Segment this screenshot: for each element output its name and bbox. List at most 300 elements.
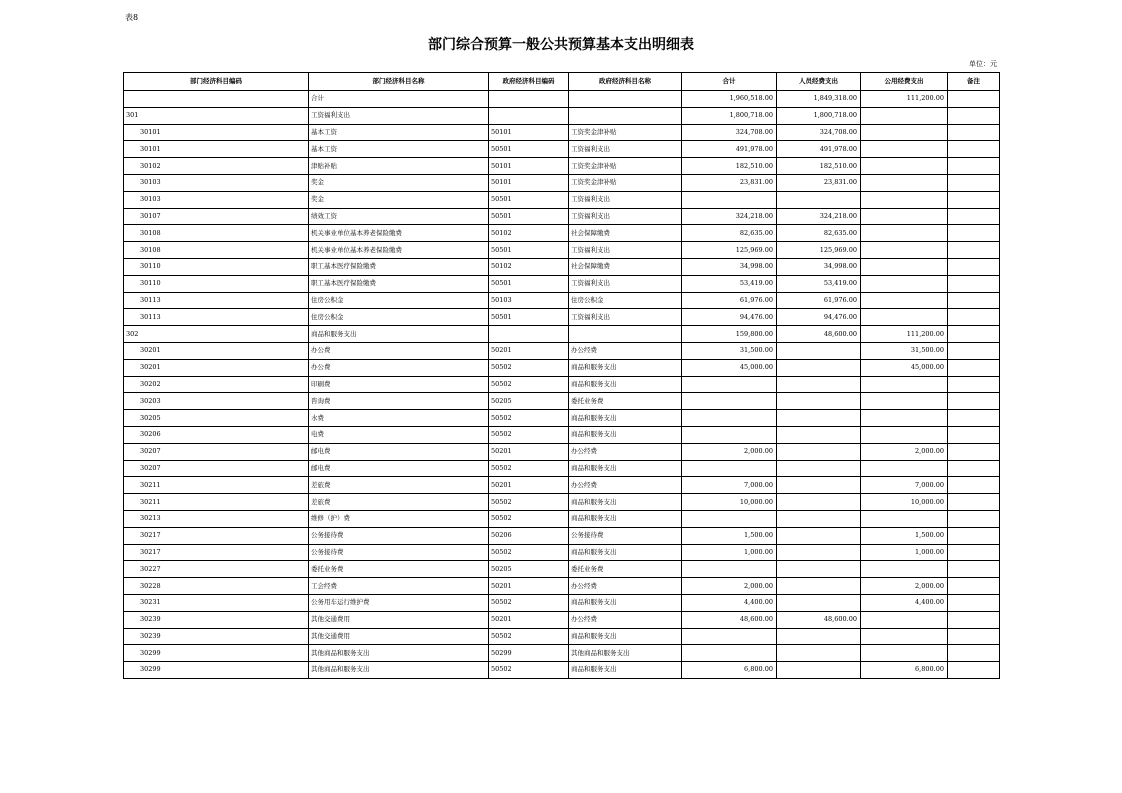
cell-gov-name: 办公经费 bbox=[569, 342, 682, 359]
table-row bbox=[124, 309, 1000, 326]
cell-public: 10,000.00 bbox=[861, 494, 948, 511]
table-row bbox=[124, 174, 1000, 191]
cell-gov-code: 50102 bbox=[489, 225, 569, 242]
table-row bbox=[124, 191, 1000, 208]
cell-public bbox=[861, 376, 948, 393]
cell-total: 53,419.00 bbox=[682, 275, 777, 292]
cell-public bbox=[861, 460, 948, 477]
cell-personnel: 1,800,718.00 bbox=[777, 107, 861, 124]
cell-dept-code: 30110 bbox=[124, 258, 309, 275]
table-row bbox=[124, 611, 1000, 628]
table-body bbox=[124, 91, 1000, 679]
cell-dept-code: 30205 bbox=[124, 410, 309, 427]
cell-total: 1,500.00 bbox=[682, 527, 777, 544]
cell-note bbox=[948, 460, 1000, 477]
cell-public: 111,200.00 bbox=[861, 326, 948, 343]
cell-total: 1,960,518.00 bbox=[682, 91, 777, 108]
cell-total: 2,000.00 bbox=[682, 578, 777, 595]
cell-gov-code: 50201 bbox=[489, 578, 569, 595]
table-row bbox=[124, 393, 1000, 410]
cell-public bbox=[861, 611, 948, 628]
table-row bbox=[124, 494, 1000, 511]
cell-public bbox=[861, 309, 948, 326]
cell-gov-code: 50201 bbox=[489, 611, 569, 628]
cell-total bbox=[682, 460, 777, 477]
cell-personnel bbox=[777, 460, 861, 477]
cell-dept-code: 30239 bbox=[124, 628, 309, 645]
cell-dept-name: 公务接待费 bbox=[309, 544, 489, 561]
cell-dept-name: 职工基本医疗保险缴费 bbox=[309, 258, 489, 275]
cell-dept-code: 30228 bbox=[124, 578, 309, 595]
cell-dept-code: 30217 bbox=[124, 527, 309, 544]
cell-public bbox=[861, 561, 948, 578]
cell-personnel bbox=[777, 561, 861, 578]
cell-dept-name: 电费 bbox=[309, 426, 489, 443]
cell-public: 45,000.00 bbox=[861, 359, 948, 376]
cell-dept-code: 30211 bbox=[124, 494, 309, 511]
cell-gov-code: 50101 bbox=[489, 158, 569, 175]
cell-gov-name: 公务接待费 bbox=[569, 527, 682, 544]
cell-gov-code: 50502 bbox=[489, 426, 569, 443]
table-row bbox=[124, 662, 1000, 679]
cell-public: 1,500.00 bbox=[861, 527, 948, 544]
cell-note bbox=[948, 91, 1000, 108]
cell-total bbox=[682, 645, 777, 662]
cell-note bbox=[948, 359, 1000, 376]
cell-gov-name: 其他商品和服务支出 bbox=[569, 645, 682, 662]
cell-total: 7,000.00 bbox=[682, 477, 777, 494]
cell-gov-name: 办公经费 bbox=[569, 611, 682, 628]
cell-dept-name: 水费 bbox=[309, 410, 489, 427]
cell-gov-name: 办公经费 bbox=[569, 578, 682, 595]
cell-dept-name: 公务接待费 bbox=[309, 527, 489, 544]
cell-gov-code: 50502 bbox=[489, 376, 569, 393]
cell-public: 1,000.00 bbox=[861, 544, 948, 561]
cell-dept-code: 30203 bbox=[124, 393, 309, 410]
cell-total: 94,476.00 bbox=[682, 309, 777, 326]
table-row bbox=[124, 124, 1000, 141]
cell-personnel bbox=[777, 662, 861, 679]
cell-total: 324,708.00 bbox=[682, 124, 777, 141]
cell-dept-code: 30227 bbox=[124, 561, 309, 578]
cell-public bbox=[861, 225, 948, 242]
table-row bbox=[124, 645, 1000, 662]
cell-note bbox=[948, 376, 1000, 393]
cell-note bbox=[948, 494, 1000, 511]
cell-note bbox=[948, 124, 1000, 141]
cell-gov-name: 工资奖金津补贴 bbox=[569, 174, 682, 191]
table-row bbox=[124, 410, 1000, 427]
table-row bbox=[124, 527, 1000, 544]
cell-personnel: 82,635.00 bbox=[777, 225, 861, 242]
cell-dept-name: 住房公积金 bbox=[309, 292, 489, 309]
cell-public bbox=[861, 242, 948, 259]
table-row bbox=[124, 376, 1000, 393]
cell-public: 111,200.00 bbox=[861, 91, 948, 108]
col-header-dept-name: 部门经济科目名称 bbox=[309, 73, 489, 91]
cell-dept-code: 30207 bbox=[124, 443, 309, 460]
cell-gov-name: 商品和服务支出 bbox=[569, 494, 682, 511]
cell-dept-code: 30239 bbox=[124, 611, 309, 628]
cell-public: 2,000.00 bbox=[861, 578, 948, 595]
cell-total bbox=[682, 628, 777, 645]
cell-dept-code: 30110 bbox=[124, 275, 309, 292]
table-row bbox=[124, 158, 1000, 175]
cell-personnel bbox=[777, 359, 861, 376]
cell-personnel: 324,218.00 bbox=[777, 208, 861, 225]
cell-dept-name: 邮电费 bbox=[309, 460, 489, 477]
cell-note bbox=[948, 645, 1000, 662]
cell-dept-code: 30211 bbox=[124, 477, 309, 494]
cell-total bbox=[682, 191, 777, 208]
cell-dept-name: 职工基本医疗保险缴费 bbox=[309, 275, 489, 292]
table-row bbox=[124, 258, 1000, 275]
cell-public bbox=[861, 174, 948, 191]
cell-note bbox=[948, 443, 1000, 460]
cell-total: 34,998.00 bbox=[682, 258, 777, 275]
col-header-gov-code: 政府经济科目编码 bbox=[489, 73, 569, 91]
cell-public: 7,000.00 bbox=[861, 477, 948, 494]
table-row bbox=[124, 561, 1000, 578]
cell-gov-name bbox=[569, 91, 682, 108]
cell-personnel: 48,600.00 bbox=[777, 611, 861, 628]
cell-note bbox=[948, 594, 1000, 611]
cell-personnel: 23,831.00 bbox=[777, 174, 861, 191]
cell-personnel bbox=[777, 342, 861, 359]
cell-personnel bbox=[777, 426, 861, 443]
cell-gov-name: 商品和服务支出 bbox=[569, 662, 682, 679]
cell-dept-name: 基本工资 bbox=[309, 141, 489, 158]
cell-dept-code: 30107 bbox=[124, 208, 309, 225]
cell-gov-code bbox=[489, 326, 569, 343]
cell-note bbox=[948, 275, 1000, 292]
table-row bbox=[124, 544, 1000, 561]
cell-gov-code: 50502 bbox=[489, 510, 569, 527]
cell-note bbox=[948, 561, 1000, 578]
cell-gov-code: 50299 bbox=[489, 645, 569, 662]
cell-public bbox=[861, 208, 948, 225]
cell-personnel: 48,600.00 bbox=[777, 326, 861, 343]
cell-public bbox=[861, 258, 948, 275]
cell-personnel: 491,978.00 bbox=[777, 141, 861, 158]
table-row bbox=[124, 594, 1000, 611]
cell-gov-name: 商品和服务支出 bbox=[569, 376, 682, 393]
unit-label: 单位：元 bbox=[969, 60, 997, 68]
cell-note bbox=[948, 578, 1000, 595]
table-row bbox=[124, 460, 1000, 477]
cell-dept-code: 30299 bbox=[124, 645, 309, 662]
cell-public bbox=[861, 410, 948, 427]
cell-gov-name: 商品和服务支出 bbox=[569, 359, 682, 376]
cell-total: 48,600.00 bbox=[682, 611, 777, 628]
cell-public bbox=[861, 628, 948, 645]
cell-gov-name: 委托业务费 bbox=[569, 561, 682, 578]
cell-dept-name: 公务用车运行维护费 bbox=[309, 594, 489, 611]
cell-dept-name: 维修（护）费 bbox=[309, 510, 489, 527]
cell-dept-name: 印刷费 bbox=[309, 376, 489, 393]
cell-note bbox=[948, 477, 1000, 494]
cell-gov-code: 50102 bbox=[489, 258, 569, 275]
cell-gov-code: 50103 bbox=[489, 292, 569, 309]
cell-dept-name: 办公费 bbox=[309, 359, 489, 376]
cell-note bbox=[948, 628, 1000, 645]
cell-gov-name: 工资奖金津补贴 bbox=[569, 158, 682, 175]
cell-dept-name: 差旅费 bbox=[309, 494, 489, 511]
page-title: 部门综合预算一般公共预算基本支出明细表 bbox=[428, 37, 694, 53]
cell-public: 4,400.00 bbox=[861, 594, 948, 611]
col-header-note: 备注 bbox=[948, 73, 1000, 91]
cell-note bbox=[948, 410, 1000, 427]
cell-total: 23,831.00 bbox=[682, 174, 777, 191]
cell-gov-code: 50502 bbox=[489, 628, 569, 645]
cell-total: 125,969.00 bbox=[682, 242, 777, 259]
cell-dept-name: 工会经费 bbox=[309, 578, 489, 595]
table-row bbox=[124, 225, 1000, 242]
cell-gov-name: 商品和服务支出 bbox=[569, 426, 682, 443]
table-row bbox=[124, 477, 1000, 494]
table-row bbox=[124, 275, 1000, 292]
cell-personnel bbox=[777, 376, 861, 393]
cell-dept-name: 商品和服务支出 bbox=[309, 326, 489, 343]
cell-gov-name: 工资福利支出 bbox=[569, 208, 682, 225]
cell-dept-name: 咨询费 bbox=[309, 393, 489, 410]
cell-dept-code: 30108 bbox=[124, 225, 309, 242]
cell-total bbox=[682, 393, 777, 410]
cell-gov-code: 50502 bbox=[489, 594, 569, 611]
table-row bbox=[124, 342, 1000, 359]
cell-dept-code: 30206 bbox=[124, 426, 309, 443]
cell-gov-name: 商品和服务支出 bbox=[569, 594, 682, 611]
cell-personnel bbox=[777, 191, 861, 208]
cell-public bbox=[861, 393, 948, 410]
cell-public bbox=[861, 275, 948, 292]
cell-dept-name: 津贴补贴 bbox=[309, 158, 489, 175]
cell-personnel bbox=[777, 645, 861, 662]
cell-gov-code: 50501 bbox=[489, 141, 569, 158]
cell-note bbox=[948, 662, 1000, 679]
cell-gov-name: 工资福利支出 bbox=[569, 275, 682, 292]
cell-gov-code: 50205 bbox=[489, 393, 569, 410]
cell-public bbox=[861, 158, 948, 175]
col-header-public: 公用经费支出 bbox=[861, 73, 948, 91]
table-row bbox=[124, 628, 1000, 645]
cell-dept-code: 30202 bbox=[124, 376, 309, 393]
cell-dept-name: 合计 bbox=[309, 91, 489, 108]
cell-personnel: 324,708.00 bbox=[777, 124, 861, 141]
cell-note bbox=[948, 258, 1000, 275]
cell-total: 82,635.00 bbox=[682, 225, 777, 242]
cell-total: 45,000.00 bbox=[682, 359, 777, 376]
cell-gov-code: 50201 bbox=[489, 443, 569, 460]
cell-personnel bbox=[777, 443, 861, 460]
cell-dept-code: 30217 bbox=[124, 544, 309, 561]
cell-gov-code: 50502 bbox=[489, 410, 569, 427]
cell-gov-name bbox=[569, 326, 682, 343]
cell-public bbox=[861, 141, 948, 158]
cell-personnel: 61,976.00 bbox=[777, 292, 861, 309]
cell-dept-name: 邮电费 bbox=[309, 443, 489, 460]
cell-gov-code: 50502 bbox=[489, 662, 569, 679]
cell-gov-name: 办公经费 bbox=[569, 443, 682, 460]
cell-public bbox=[861, 292, 948, 309]
cell-gov-code: 50501 bbox=[489, 275, 569, 292]
cell-note bbox=[948, 208, 1000, 225]
cell-personnel bbox=[777, 510, 861, 527]
cell-gov-code: 50501 bbox=[489, 309, 569, 326]
table-row bbox=[124, 91, 1000, 108]
cell-note bbox=[948, 527, 1000, 544]
cell-total: 491,978.00 bbox=[682, 141, 777, 158]
cell-total bbox=[682, 510, 777, 527]
cell-note bbox=[948, 242, 1000, 259]
cell-gov-name: 工资福利支出 bbox=[569, 141, 682, 158]
cell-gov-name: 社会保障缴费 bbox=[569, 258, 682, 275]
cell-dept-name: 其他商品和服务支出 bbox=[309, 645, 489, 662]
cell-dept-name: 其他交通费用 bbox=[309, 628, 489, 645]
cell-public bbox=[861, 645, 948, 662]
cell-personnel: 34,998.00 bbox=[777, 258, 861, 275]
cell-gov-name: 工资福利支出 bbox=[569, 309, 682, 326]
cell-personnel bbox=[777, 578, 861, 595]
table-row bbox=[124, 208, 1000, 225]
cell-dept-code: 30101 bbox=[124, 124, 309, 141]
cell-note bbox=[948, 342, 1000, 359]
cell-note bbox=[948, 292, 1000, 309]
expenditure-table bbox=[123, 72, 1000, 679]
cell-gov-name: 委托业务费 bbox=[569, 393, 682, 410]
cell-dept-code: 301 bbox=[124, 107, 309, 124]
cell-personnel bbox=[777, 628, 861, 645]
cell-personnel bbox=[777, 594, 861, 611]
col-header-total: 合计 bbox=[682, 73, 777, 91]
cell-total bbox=[682, 376, 777, 393]
cell-note bbox=[948, 191, 1000, 208]
cell-dept-name: 差旅费 bbox=[309, 477, 489, 494]
cell-dept-name: 机关事业单位基本养老保险缴费 bbox=[309, 225, 489, 242]
table-row bbox=[124, 141, 1000, 158]
cell-gov-name: 工资福利支出 bbox=[569, 191, 682, 208]
cell-dept-code: 30101 bbox=[124, 141, 309, 158]
cell-note bbox=[948, 393, 1000, 410]
cell-personnel bbox=[777, 477, 861, 494]
cell-personnel: 53,419.00 bbox=[777, 275, 861, 292]
table-number: 表8 bbox=[125, 13, 139, 22]
cell-dept-name: 住房公积金 bbox=[309, 309, 489, 326]
cell-dept-code bbox=[124, 91, 309, 108]
cell-gov-name: 工资奖金津补贴 bbox=[569, 124, 682, 141]
cell-note bbox=[948, 225, 1000, 242]
cell-gov-name bbox=[569, 107, 682, 124]
cell-public bbox=[861, 124, 948, 141]
cell-public: 31,500.00 bbox=[861, 342, 948, 359]
col-header-dept-code: 部门经济科目编码 bbox=[124, 73, 309, 91]
cell-gov-name: 办公经费 bbox=[569, 477, 682, 494]
cell-gov-code: 50101 bbox=[489, 124, 569, 141]
cell-gov-code: 50205 bbox=[489, 561, 569, 578]
cell-public bbox=[861, 191, 948, 208]
cell-total: 1,000.00 bbox=[682, 544, 777, 561]
cell-dept-code: 30299 bbox=[124, 662, 309, 679]
cell-personnel: 125,969.00 bbox=[777, 242, 861, 259]
cell-note bbox=[948, 510, 1000, 527]
cell-dept-code: 30201 bbox=[124, 342, 309, 359]
cell-gov-code: 50201 bbox=[489, 342, 569, 359]
cell-personnel bbox=[777, 544, 861, 561]
cell-dept-name: 绩效工资 bbox=[309, 208, 489, 225]
cell-personnel: 94,476.00 bbox=[777, 309, 861, 326]
cell-gov-name: 商品和服务支出 bbox=[569, 628, 682, 645]
cell-dept-code: 30113 bbox=[124, 292, 309, 309]
cell-dept-name: 奖金 bbox=[309, 174, 489, 191]
cell-gov-name: 工资福利支出 bbox=[569, 242, 682, 259]
cell-gov-name: 住房公积金 bbox=[569, 292, 682, 309]
cell-dept-name: 基本工资 bbox=[309, 124, 489, 141]
cell-dept-code: 30231 bbox=[124, 594, 309, 611]
cell-gov-code: 50502 bbox=[489, 460, 569, 477]
table-row bbox=[124, 326, 1000, 343]
table-row bbox=[124, 510, 1000, 527]
cell-note bbox=[948, 141, 1000, 158]
cell-gov-code bbox=[489, 107, 569, 124]
cell-dept-code: 30201 bbox=[124, 359, 309, 376]
cell-total: 6,800.00 bbox=[682, 662, 777, 679]
cell-total bbox=[682, 561, 777, 578]
cell-dept-code: 30113 bbox=[124, 309, 309, 326]
cell-total: 31,500.00 bbox=[682, 342, 777, 359]
cell-public bbox=[861, 426, 948, 443]
cell-gov-code: 50502 bbox=[489, 359, 569, 376]
cell-dept-name: 奖金 bbox=[309, 191, 489, 208]
table-row bbox=[124, 292, 1000, 309]
cell-total: 159,800.00 bbox=[682, 326, 777, 343]
table-row bbox=[124, 359, 1000, 376]
cell-personnel: 1,849,318.00 bbox=[777, 91, 861, 108]
cell-dept-code: 30207 bbox=[124, 460, 309, 477]
cell-gov-code: 50206 bbox=[489, 527, 569, 544]
cell-dept-name: 其他交通费用 bbox=[309, 611, 489, 628]
cell-public: 6,800.00 bbox=[861, 662, 948, 679]
cell-note bbox=[948, 174, 1000, 191]
cell-personnel bbox=[777, 393, 861, 410]
cell-dept-name: 工资福利支出 bbox=[309, 107, 489, 124]
cell-gov-code: 50502 bbox=[489, 544, 569, 561]
cell-total: 2,000.00 bbox=[682, 443, 777, 460]
cell-note bbox=[948, 611, 1000, 628]
cell-dept-code: 30102 bbox=[124, 158, 309, 175]
table-row bbox=[124, 242, 1000, 259]
cell-total: 1,800,718.00 bbox=[682, 107, 777, 124]
cell-dept-name: 机关事业单位基本养老保险缴费 bbox=[309, 242, 489, 259]
table-row bbox=[124, 107, 1000, 124]
table-row bbox=[124, 578, 1000, 595]
cell-total: 4,400.00 bbox=[682, 594, 777, 611]
cell-dept-name: 委托业务费 bbox=[309, 561, 489, 578]
cell-gov-code: 50501 bbox=[489, 191, 569, 208]
cell-gov-name: 商品和服务支出 bbox=[569, 544, 682, 561]
table-header-row bbox=[124, 73, 1000, 91]
cell-total: 10,000.00 bbox=[682, 494, 777, 511]
cell-dept-name: 办公费 bbox=[309, 342, 489, 359]
cell-dept-code: 30103 bbox=[124, 191, 309, 208]
cell-gov-code: 50101 bbox=[489, 174, 569, 191]
cell-personnel bbox=[777, 527, 861, 544]
cell-total: 182,510.00 bbox=[682, 158, 777, 175]
cell-public bbox=[861, 107, 948, 124]
cell-note bbox=[948, 158, 1000, 175]
cell-dept-code: 30213 bbox=[124, 510, 309, 527]
cell-note bbox=[948, 309, 1000, 326]
cell-gov-code: 50501 bbox=[489, 208, 569, 225]
